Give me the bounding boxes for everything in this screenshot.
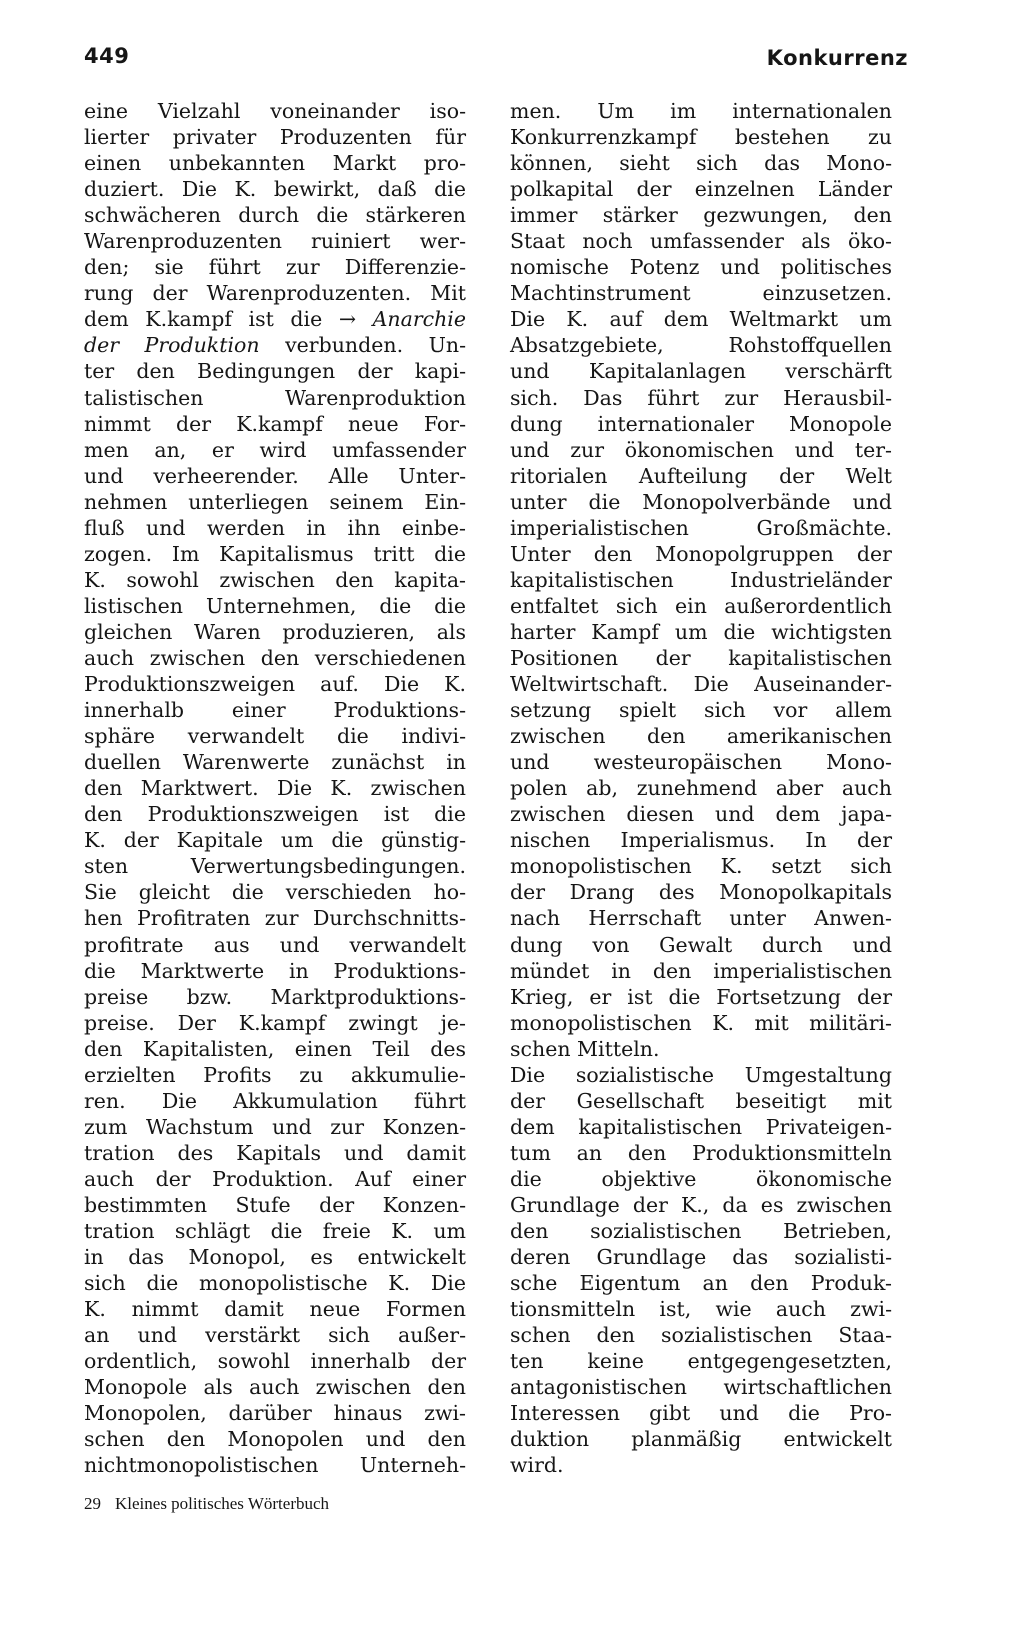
text-line: tration des Kapitals und damit — [84, 1140, 466, 1165]
text-line: Staat noch umfassender als öko- — [510, 229, 892, 254]
text-line: an und verstärkt sich außer- — [84, 1323, 466, 1348]
page-number: 449 — [84, 44, 130, 68]
text-line: rung der Warenproduzenten. Mit — [84, 281, 466, 306]
text-line: sich die monopolistische K. Die — [84, 1271, 466, 1296]
text-line: die objektive ökonomische — [510, 1166, 892, 1191]
text-line: imperialistischen Großmächte. — [510, 515, 892, 540]
text-line: harter Kampf um die wichtigsten — [510, 619, 892, 644]
text-line: nimmt der K.kampf neue For- — [84, 411, 466, 436]
text-line: schen den sozialistischen Staa- — [510, 1323, 892, 1348]
text-line: duktion planmäßig entwickelt — [510, 1427, 892, 1452]
text-line: tration schlägt die freie K. um — [84, 1219, 466, 1244]
text-line: Interessen gibt und die Pro- — [510, 1401, 892, 1426]
text-line: K. nimmt damit neue Formen — [84, 1297, 466, 1322]
text-line: preise. Der K.kampf zwingt je- — [84, 1010, 466, 1035]
text-line: preise bzw. Marktproduktions- — [84, 984, 466, 1009]
text-line: Sie gleicht die verschieden ho- — [84, 880, 466, 905]
text-line: nehmen unterliegen seinem Ein- — [84, 489, 466, 514]
text-line: zum Wachstum und zur Konzen- — [84, 1114, 466, 1139]
text-line: zogen. Im Kapitalismus tritt die — [84, 541, 466, 566]
text-line: den Kapitalisten, einen Teil des — [84, 1036, 466, 1061]
text-line: Konkurrenzkampf bestehen zu — [510, 125, 892, 150]
text-line: den Marktwert. Die K. zwischen — [84, 776, 466, 801]
text-line: unter die Monopolverbände und — [510, 489, 892, 514]
right-column-paragraph-1 — [510, 98, 892, 1062]
text-line: innerhalb einer Produktions- — [84, 698, 466, 723]
left-column — [84, 98, 466, 1478]
text-line: monopolistischen K. setzt sich — [510, 854, 892, 879]
text-line: deren Grundlage das sozialisti- — [510, 1245, 892, 1270]
text-line: der Gesellschaft beseitigt mit — [510, 1088, 892, 1113]
text-line: auch zwischen den verschiedenen — [84, 645, 466, 670]
text-line: nomische Potenz und politisches — [510, 255, 892, 280]
text-line: Machtinstrument einzusetzen. — [510, 281, 892, 306]
text-line: sche Eigentum an den Produk- — [510, 1271, 892, 1296]
text-line: polen ab, zunehmend aber auch — [510, 776, 892, 801]
footer-book-title: Kleines politisches Wörterbuch — [115, 1494, 330, 1513]
text-line: ordentlich, sowohl innerhalb der — [84, 1349, 466, 1374]
text-line: dung internationaler Monopole — [510, 411, 892, 436]
text-line: men. Um im internationalen — [510, 99, 892, 123]
text-line: dung von Gewalt durch und — [510, 932, 892, 957]
text-line: sphäre verwandelt die indivi- — [84, 724, 466, 749]
text-line: zwischen diesen und dem japa- — [510, 802, 892, 827]
text-line: K. sowohl zwischen den kapita- — [84, 567, 466, 592]
text-line: nischen Imperialismus. In der — [510, 828, 892, 853]
text-line: Unter den Monopolgruppen der — [510, 541, 892, 566]
text-line: und Kapitalanlagen verschärft — [510, 359, 892, 384]
text-line: Warenproduzenten ruiniert wer- — [84, 229, 466, 254]
text-line: und zur ökonomischen und ter- — [510, 437, 892, 462]
text-line: eine Vielzahl voneinander iso- — [84, 99, 466, 123]
text-line: Monopolen, darüber hinaus zwi- — [84, 1401, 466, 1426]
text-line: Monopole als auch zwischen den — [84, 1375, 466, 1400]
text-line: antagonistischen wirtschaftlichen — [510, 1375, 892, 1400]
left-column-paragraph — [84, 98, 466, 1478]
text-line: setzung spielt sich vor allem — [510, 698, 892, 723]
text-line: Weltwirtschaft. Die Auseinander- — [510, 672, 892, 697]
text-line: ter den Bedingungen der kapi- — [84, 359, 466, 384]
text-line: gleichen Waren produzieren, als — [84, 619, 466, 644]
text-line: und verheerender. Alle Unter- — [84, 463, 466, 488]
text-line: einen unbekannten Markt pro- — [84, 151, 466, 176]
text-line: wird. — [510, 1453, 564, 1478]
text-line: Absatzgebiete, Rohstoffquellen — [510, 333, 892, 358]
text-line: K. der Kapitale um die günstig- — [84, 828, 466, 853]
text-line: nichtmonopolistischen Unterneh- — [84, 1453, 466, 1478]
text-line: die Marktwerte in Produktions- — [84, 958, 466, 983]
text-line: können, sieht sich das Mono- — [510, 151, 892, 176]
text-line: ten keine entgegengesetzten, — [510, 1349, 892, 1374]
text-line: duellen Warenwerte zunächst in — [84, 750, 466, 775]
text-line: und westeuropäischen Mono- — [510, 750, 892, 775]
text-line: schen Mitteln. — [510, 1036, 660, 1061]
text-line: den Produktionszweigen ist die — [84, 802, 466, 827]
text-line: ren. Die Akkumulation führt — [84, 1088, 466, 1113]
text-line: Positionen der kapitalistischen — [510, 645, 892, 670]
text-line: ritorialen Aufteilung der Welt — [510, 463, 892, 488]
text-line: lierter privater Produzenten für — [84, 125, 466, 150]
text-line: den; sie führt zur Differenzie- — [84, 255, 466, 280]
page-footer — [84, 1494, 329, 1514]
text-line: Grundlage der K., da es zwischen — [510, 1192, 892, 1217]
text-line: schwächeren durch die stärkeren — [84, 203, 466, 228]
running-head: Konkurrenz — [766, 46, 908, 70]
text-line: fluß und werden in ihn einbe- — [84, 515, 466, 540]
right-column-paragraph-2 — [510, 1062, 892, 1479]
text-line: Die sozialistische Umgestaltung — [510, 1062, 892, 1087]
text-line: auch der Produktion. Auf einer — [84, 1166, 466, 1191]
text-line: dem kapitalistischen Privateigen- — [510, 1114, 892, 1139]
text-line: erzielten Profits zu akkumulie- — [84, 1062, 466, 1087]
text-line: immer stärker gezwungen, den — [510, 203, 892, 228]
text-line: profitrate aus und verwandelt — [84, 932, 466, 957]
text-line: mündet in den imperialistischen — [510, 958, 892, 983]
signature-number: 29 — [84, 1494, 101, 1513]
text-line: monopolistischen K. mit militäri- — [510, 1010, 892, 1035]
text-line: Die K. auf dem Weltmarkt um — [510, 307, 892, 332]
text-line: men an, er wird umfassender — [84, 437, 466, 462]
text-line: sten Verwertungsbedingungen. — [84, 854, 466, 879]
text-line: tionsmitteln ist, wie auch zwi- — [510, 1297, 892, 1322]
text-line: zwischen den amerikanischen — [510, 724, 892, 749]
text-line: talistischen Warenproduktion — [84, 385, 466, 410]
text-line: in das Monopol, es entwickelt — [84, 1245, 466, 1270]
text-line: der Drang des Monopolkapitals — [510, 880, 892, 905]
right-column — [510, 98, 892, 1478]
text-line: duziert. Die K. bewirkt, daß die — [84, 177, 466, 202]
text-line: dem K.kampf ist die → Anarchie — [84, 307, 466, 332]
text-line: der Produktion verbunden. Un- — [84, 333, 466, 358]
text-line: tum an den Produktionsmitteln — [510, 1140, 892, 1165]
text-line: bestimmten Stufe der Konzen- — [84, 1192, 466, 1217]
text-line: Krieg, er ist die Fortsetzung der — [510, 984, 892, 1009]
text-line: listischen Unternehmen, die die — [84, 593, 466, 618]
text-line: hen Profitraten zur Durchschnitts- — [84, 906, 466, 931]
text-line: entfaltet sich ein außerordentlich — [510, 593, 892, 618]
text-line: kapitalistischen Industrieländer — [510, 567, 892, 592]
text-line: schen den Monopolen und den — [84, 1427, 466, 1452]
text-line: nach Herrschaft unter Anwen- — [510, 906, 892, 931]
text-line: Produktionszweigen auf. Die K. — [84, 672, 466, 697]
text-line: sich. Das führt zur Herausbil- — [510, 385, 892, 410]
text-line: polkapital der einzelnen Länder — [510, 177, 892, 202]
text-line: den sozialistischen Betrieben, — [510, 1219, 892, 1244]
